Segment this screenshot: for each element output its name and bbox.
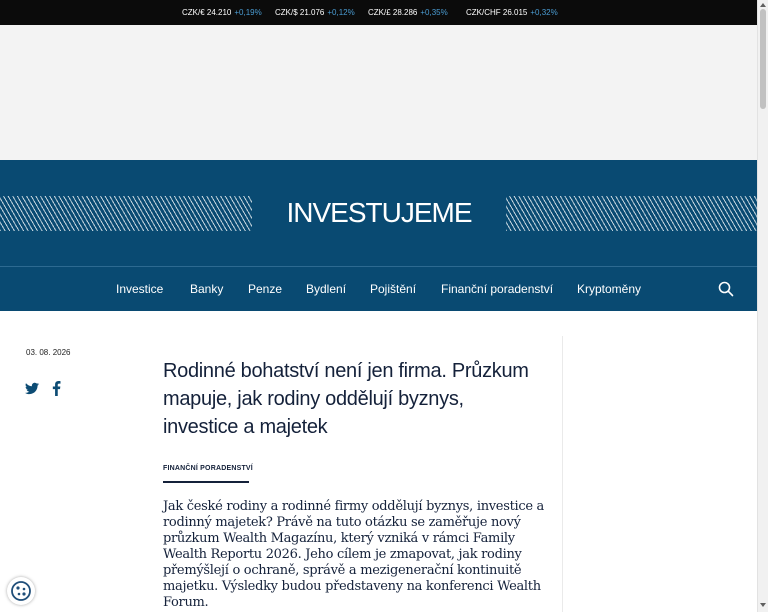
decorative-pattern [0, 196, 252, 231]
article-lead: Jak české rodiny a rodinné firmy oddělují byznys, investice a rodinný majetek? Právě na tuto otázku se zaměřuje nový průzkum Wealth Magazínu, který vzniká v rámci Family Wealth Reportu 2026. Jeho cílem je zmapovat, jak rodiny přemýšlejí o ochraně, správě a mezigenerační kontinuitě majetku. Výsledky budou představeny na konferenci Wealth Forum. [163, 499, 545, 610]
column-divider [562, 336, 563, 612]
nav-item-bydleni[interactable]: Bydlení [306, 282, 347, 296]
twitter-icon[interactable] [25, 382, 39, 395]
article-title: Rodinné bohatství není jen firma. Průzkum mapuje, jak rodiny oddělují byznys, investice a majetek [163, 360, 529, 438]
ticker-item: CZK/€ 24.210 +0,19% [182, 8, 262, 17]
currency-ticker [0, 0, 757, 25]
article-date: 03. 08. 2026 [26, 348, 71, 357]
main-nav [0, 266, 757, 311]
scroll-up-arrow[interactable] [760, 3, 766, 7]
nav-item-banky[interactable]: Banky [190, 282, 224, 296]
ad-placeholder [0, 25, 757, 160]
ticker-item: CZK/CHF 26.015 +0,32% [466, 8, 558, 17]
nav-item-financni-poradenstvi[interactable]: Finanční poradenství [441, 282, 554, 296]
cookie-settings-button[interactable] [7, 577, 35, 605]
category-underline [163, 481, 249, 483]
scrollbar-thumb[interactable] [760, 9, 766, 109]
decorative-pattern [506, 196, 757, 231]
site-logo[interactable]: INVESTUJEME [286, 197, 472, 228]
ticker-item: CZK/$ 21.076 +0,12% [275, 8, 355, 17]
nav-item-penze[interactable]: Penze [248, 282, 283, 296]
page-scrollbar[interactable] [757, 0, 768, 612]
nav-item-pojisteni[interactable]: Pojištění [370, 282, 417, 296]
ticker-item: CZK/£ 28.286 +0,35% [368, 8, 448, 17]
nav-item-kryptomeny[interactable]: Kryptoměny [577, 282, 642, 296]
nav-item-investice[interactable]: Investice [116, 282, 164, 296]
scroll-down-arrow[interactable] [760, 603, 766, 607]
article-category[interactable]: FINANČNÍ PORADENSTVÍ [163, 465, 253, 472]
search-icon[interactable] [718, 281, 734, 297]
facebook-icon[interactable] [52, 381, 61, 396]
cookie-icon [7, 577, 35, 605]
site-header [0, 160, 757, 266]
